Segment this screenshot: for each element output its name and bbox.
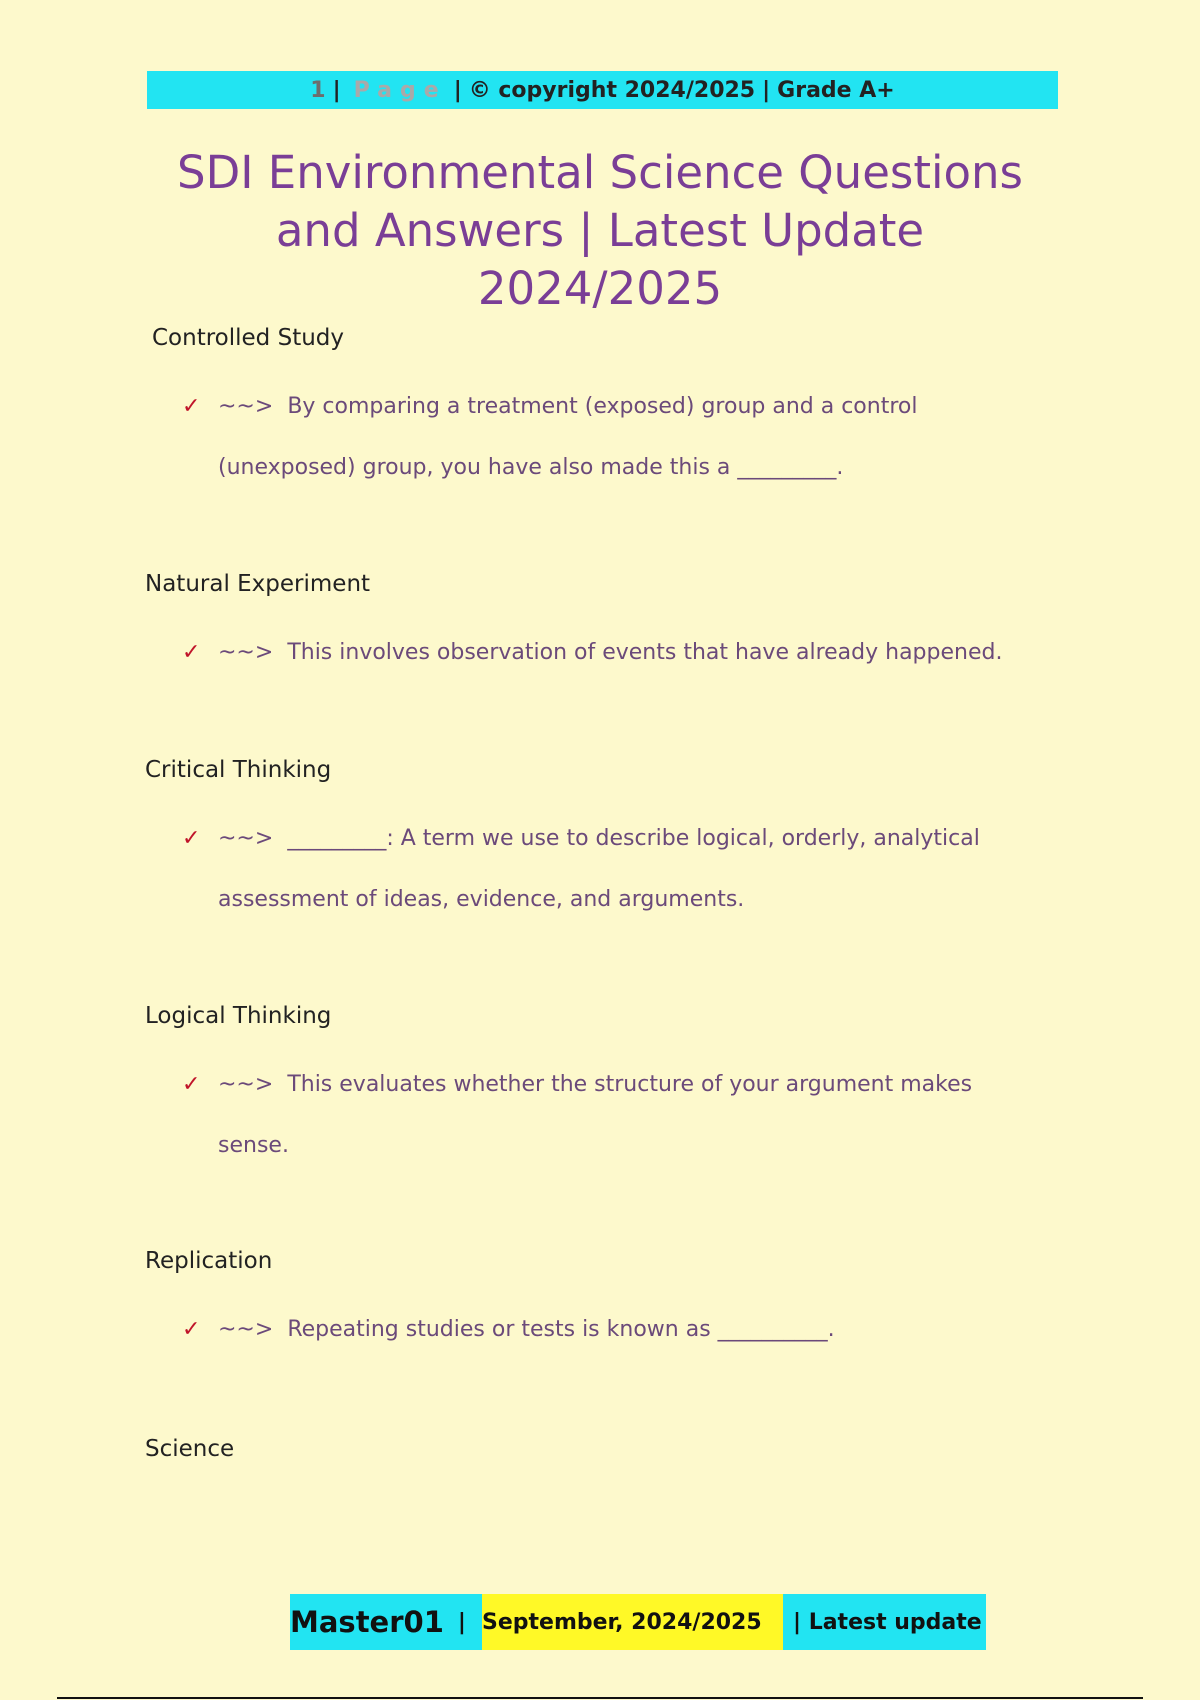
title-line: 2024/2025 [477, 262, 723, 315]
footer-date-band [482, 1594, 783, 1650]
checkmark-icon: ✓ [182, 394, 201, 419]
checkmark-icon: ✓ [182, 1072, 201, 1097]
answer-block [182, 1299, 1078, 1360]
arrow-marker: ~~> [218, 394, 274, 419]
answer-block [182, 808, 1078, 930]
answer-line: ~~> This involves observation of events that have already happened. [218, 640, 1003, 665]
header-separator: | [332, 77, 341, 103]
answer-block [182, 622, 1078, 683]
term-heading: Replication [145, 1248, 273, 1274]
term-heading: Natural Experiment [145, 571, 371, 597]
answer-line: sense. [218, 1133, 289, 1158]
answer-line: assessment of ideas, evidence, and arguments. [218, 887, 745, 912]
document-title [120, 144, 1080, 318]
arrow-marker: ~~> [218, 1317, 274, 1342]
footer-author: Master01 [290, 1605, 444, 1639]
title-line: SDI Environmental Science Questions [177, 146, 1023, 199]
grade-text: Grade A+ [777, 77, 895, 103]
checkmark-icon: ✓ [182, 1317, 201, 1342]
answer-line: ~~> Repeating studies or tests is known as __________. [218, 1317, 835, 1342]
footer-date: September, 2024/2025 [482, 1609, 762, 1635]
term-heading: Science [145, 1436, 235, 1462]
answer-block [182, 376, 1078, 498]
footer-status-band [783, 1594, 986, 1650]
answer-line: ~~> This evaluates whether the structure of your argument makes [218, 1072, 973, 1097]
answer-block [182, 1054, 1078, 1176]
footer-status: | Latest update [793, 1609, 982, 1635]
checkmark-icon: ✓ [182, 640, 201, 665]
answer-line: ~~> _________: A term we use to describe logical, orderly, analytical [218, 826, 980, 851]
arrow-marker: ~~> [218, 826, 274, 851]
arrow-marker: ~~> [218, 640, 274, 665]
term-heading: Controlled Study [152, 325, 344, 351]
footer-rule [57, 1697, 1143, 1699]
term-heading: Critical Thinking [145, 757, 332, 783]
answer-line: ~~> By comparing a treatment (exposed) group and a control [218, 394, 918, 419]
header-separator: | [453, 77, 462, 103]
arrow-marker: ~~> [218, 1072, 274, 1097]
footer-separator: | [457, 1609, 466, 1635]
page-label: Page [353, 77, 447, 103]
term-heading: Logical Thinking [145, 1003, 332, 1029]
page-header-band [147, 71, 1058, 109]
title-line: and Answers | Latest Update [275, 204, 925, 257]
answer-line: (unexposed) group, you have also made this a _________. [218, 455, 844, 480]
page-number: 1 [310, 77, 326, 103]
copyright-text: © copyright 2024/2025 [468, 77, 756, 103]
footer-author-band [290, 1594, 482, 1650]
header-separator: | [762, 77, 771, 103]
checkmark-icon: ✓ [182, 826, 201, 851]
